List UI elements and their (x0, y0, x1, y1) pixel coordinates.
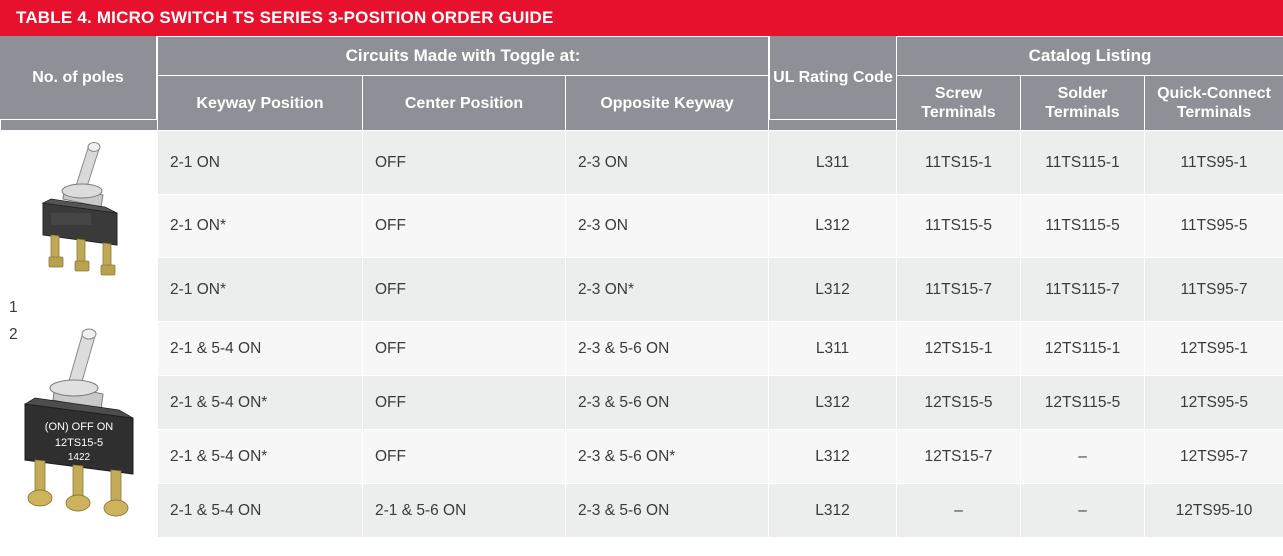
cell-center: OFF (363, 131, 566, 195)
cell-center: OFF (363, 376, 566, 430)
pole-number-single: 1 (9, 299, 18, 316)
cell-solder: 11TS115-1 (1021, 131, 1145, 195)
cell-quick: 12TS95-1 (1145, 322, 1283, 376)
header-center-position: Center Position (363, 76, 566, 131)
cell-screw: 12TS15-5 (897, 376, 1021, 430)
header-opposite-keyway: Opposite Keyway (566, 76, 769, 131)
cell-screw: 11TS15-1 (897, 131, 1021, 195)
table-row (1, 430, 1283, 484)
header-screw-terminals: Screw Terminals (897, 76, 1021, 131)
order-guide-table (0, 36, 1283, 538)
cell-keyway: 2-1 ON (158, 131, 363, 195)
header-group-circuits: Circuits Made with Toggle at: (158, 37, 769, 76)
header-poles-label: No. of poles (32, 68, 124, 86)
header-poles (0, 36, 157, 120)
pole-cell-single (1, 131, 158, 322)
cell-opposite: 2-3 ON (566, 131, 769, 195)
toggle-switch-double-pole-icon (11, 326, 151, 521)
svg-text:(ON) OFF ON: (ON) OFF ON (44, 421, 114, 433)
table-row (1, 376, 1283, 430)
cell-quick: 11TS95-5 (1145, 194, 1283, 258)
svg-text:1422: 1422 (67, 452, 91, 463)
cell-screw: – (897, 484, 1021, 538)
cell-opposite: 2-3 & 5-6 ON (566, 322, 769, 376)
table-row (1, 194, 1283, 258)
cell-ul-rating: L312 (769, 484, 897, 538)
header-quick-connect-terminals: Quick-Connect Terminals (1145, 76, 1283, 131)
cell-solder: 11TS115-5 (1021, 194, 1145, 258)
cell-screw: 12TS15-7 (897, 430, 1021, 484)
cell-quick: 11TS95-1 (1145, 131, 1283, 195)
cell-ul-rating: L311 (769, 131, 897, 195)
cell-keyway: 2-1 ON* (158, 194, 363, 258)
cell-solder: 12TS115-5 (1021, 376, 1145, 430)
header-sub-row (1, 76, 1283, 131)
cell-ul-rating: L311 (769, 322, 897, 376)
cell-solder: – (1021, 430, 1145, 484)
cell-center: 2-1 & 5-6 ON (363, 484, 566, 538)
table-row (1, 131, 1283, 195)
cell-ul-rating: L312 (769, 430, 897, 484)
cell-screw: 12TS15-1 (897, 322, 1021, 376)
cell-keyway: 2-1 & 5-4 ON (158, 322, 363, 376)
cell-opposite: 2-3 ON (566, 194, 769, 258)
header-ul-rating-label: UL Rating Code (773, 69, 893, 86)
header-solder-terminals: Solder Terminals (1021, 76, 1145, 131)
cell-quick: 12TS95-5 (1145, 376, 1283, 430)
svg-text:12TS15-5: 12TS15-5 (54, 437, 104, 449)
cell-solder: – (1021, 484, 1145, 538)
cell-screw: 11TS15-5 (897, 194, 1021, 258)
cell-solder: 11TS115-7 (1021, 258, 1145, 322)
cell-ul-rating: L312 (769, 258, 897, 322)
header-group-row (1, 37, 1283, 76)
cell-keyway: 2-1 & 5-4 ON* (158, 430, 363, 484)
cell-center: OFF (363, 322, 566, 376)
table-row (1, 258, 1283, 322)
cell-quick: 12TS95-7 (1145, 430, 1283, 484)
header-ul-rating (769, 36, 897, 120)
cell-ul-rating: L312 (769, 376, 897, 430)
table-title: TABLE 4. MICRO SWITCH TS SERIES 3-POSITION ORDER GUIDE (0, 0, 1283, 36)
cell-quick: 12TS95-10 (1145, 484, 1283, 538)
cell-keyway: 2-1 & 5-4 ON* (158, 376, 363, 430)
table-row (1, 484, 1283, 538)
cell-opposite: 2-3 ON* (566, 258, 769, 322)
table-row (1, 322, 1283, 376)
toggle-switch-single-pole-icon (25, 137, 141, 287)
cell-keyway: 2-1 & 5-4 ON (158, 484, 363, 538)
cell-opposite: 2-3 & 5-6 ON (566, 484, 769, 538)
cell-quick: 11TS95-7 (1145, 258, 1283, 322)
cell-solder: 12TS115-1 (1021, 322, 1145, 376)
pole-cell-double (1, 322, 158, 538)
header-group-catalog: Catalog Listing (897, 37, 1283, 76)
cell-center: OFF (363, 258, 566, 322)
cell-opposite: 2-3 & 5-6 ON* (566, 430, 769, 484)
pole-number-double: 2 (9, 326, 18, 343)
cell-ul-rating: L312 (769, 194, 897, 258)
cell-screw: 11TS15-7 (897, 258, 1021, 322)
cell-opposite: 2-3 & 5-6 ON (566, 376, 769, 430)
cell-center: OFF (363, 194, 566, 258)
header-keyway-position: Keyway Position (158, 76, 363, 131)
cell-keyway: 2-1 ON* (158, 258, 363, 322)
cell-center: OFF (363, 430, 566, 484)
